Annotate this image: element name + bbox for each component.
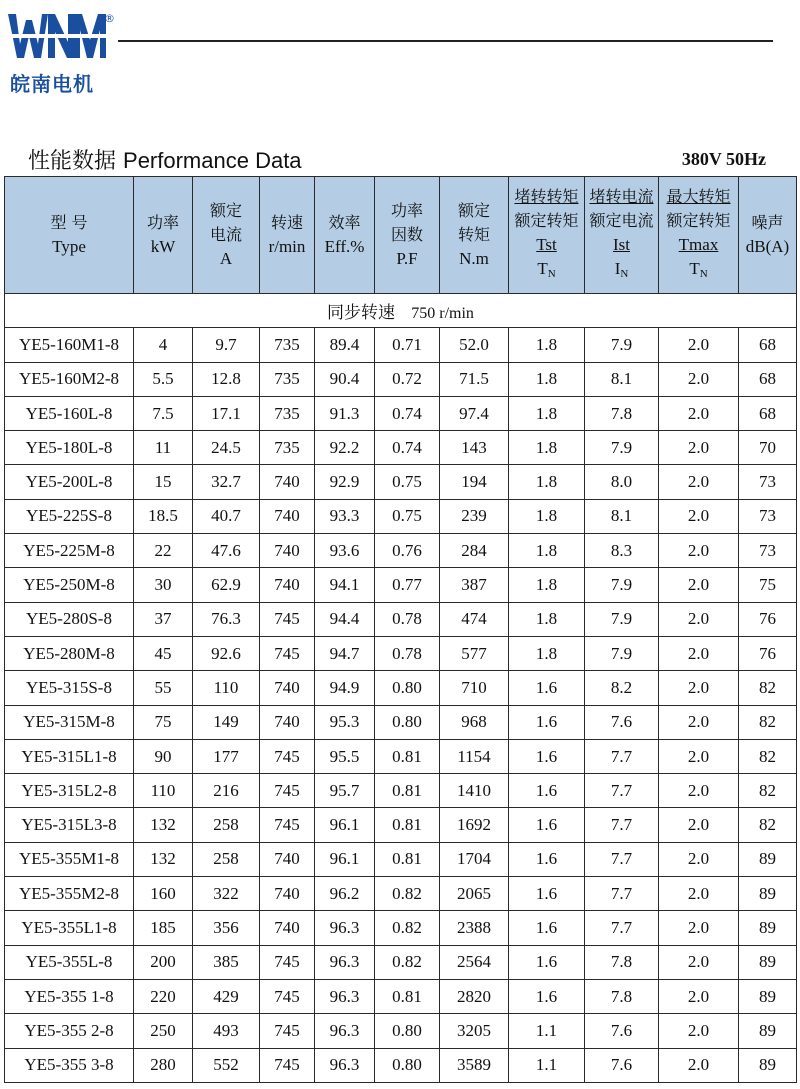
table-row [5, 636, 797, 670]
cell-locked-current-ratio: 7.9 [585, 431, 659, 465]
section-label: 同步转速 750 r/min [5, 294, 797, 328]
table-header-row [5, 177, 797, 294]
cell-current: 12.8 [193, 362, 260, 396]
cell-max-torque-ratio: 2.0 [659, 705, 739, 739]
cell-current: 47.6 [193, 534, 260, 568]
cell-efficiency: 91.3 [315, 396, 375, 430]
cell-type: YE5-315S-8 [5, 671, 134, 705]
cell-speed: 745 [260, 774, 315, 808]
cell-power: 45 [134, 636, 193, 670]
table-row [5, 465, 797, 499]
cell-power-factor: 0.81 [375, 739, 440, 773]
cell-locked-current-ratio: 7.9 [585, 328, 659, 362]
cell-locked-current-ratio: 7.7 [585, 739, 659, 773]
cell-efficiency: 96.3 [315, 911, 375, 945]
cell-max-torque-ratio: 2.0 [659, 1014, 739, 1048]
cell-noise: 82 [739, 671, 797, 705]
cell-type: YE5-160M1-8 [5, 328, 134, 362]
cell-max-torque-ratio: 2.0 [659, 499, 739, 533]
cell-noise: 68 [739, 362, 797, 396]
cell-power: 30 [134, 568, 193, 602]
cell-power-factor: 0.74 [375, 396, 440, 430]
cell-torque: 474 [440, 602, 509, 636]
cell-locked-torque-ratio: 1.8 [509, 465, 585, 499]
cell-efficiency: 95.3 [315, 705, 375, 739]
cell-speed: 740 [260, 911, 315, 945]
cell-locked-current-ratio: 7.6 [585, 1014, 659, 1048]
cell-locked-current-ratio: 7.7 [585, 877, 659, 911]
cell-current: 356 [193, 911, 260, 945]
cell-power-factor: 0.81 [375, 808, 440, 842]
cell-max-torque-ratio: 2.0 [659, 328, 739, 362]
cell-efficiency: 89.4 [315, 328, 375, 362]
cell-current: 32.7 [193, 465, 260, 499]
table-row [5, 671, 797, 705]
cell-type: YE5-225S-8 [5, 499, 134, 533]
cell-type: YE5-315L1-8 [5, 739, 134, 773]
cell-locked-torque-ratio: 1.6 [509, 911, 585, 945]
cell-locked-current-ratio: 7.6 [585, 705, 659, 739]
cell-max-torque-ratio: 2.0 [659, 636, 739, 670]
cell-speed: 735 [260, 362, 315, 396]
cell-speed: 745 [260, 808, 315, 842]
cell-max-torque-ratio: 2.0 [659, 739, 739, 773]
cell-noise: 82 [739, 808, 797, 842]
cell-current: 258 [193, 842, 260, 876]
cell-power: 75 [134, 705, 193, 739]
cell-power: 220 [134, 979, 193, 1013]
cell-speed: 740 [260, 465, 315, 499]
cell-power-factor: 0.80 [375, 671, 440, 705]
cell-power-factor: 0.71 [375, 328, 440, 362]
cell-power: 160 [134, 877, 193, 911]
cell-noise: 73 [739, 465, 797, 499]
table-row [5, 534, 797, 568]
cell-locked-torque-ratio: 1.6 [509, 877, 585, 911]
cell-type: YE5-200L-8 [5, 465, 134, 499]
cell-locked-torque-ratio: 1.8 [509, 431, 585, 465]
cell-torque: 387 [440, 568, 509, 602]
cell-power: 280 [134, 1048, 193, 1082]
cell-locked-torque-ratio: 1.8 [509, 362, 585, 396]
registered-mark: ® [104, 12, 115, 25]
cell-power-factor: 0.75 [375, 499, 440, 533]
table-row [5, 808, 797, 842]
cell-efficiency: 96.3 [315, 1014, 375, 1048]
cell-noise: 76 [739, 602, 797, 636]
cell-locked-torque-ratio: 1.8 [509, 568, 585, 602]
cell-locked-current-ratio: 7.8 [585, 979, 659, 1013]
cell-torque: 97.4 [440, 396, 509, 430]
cell-power-factor: 0.75 [375, 465, 440, 499]
cell-locked-torque-ratio: 1.1 [509, 1048, 585, 1082]
cell-max-torque-ratio: 2.0 [659, 465, 739, 499]
cell-current: 92.6 [193, 636, 260, 670]
cell-noise: 82 [739, 774, 797, 808]
cell-power-factor: 0.77 [375, 568, 440, 602]
cell-efficiency: 94.1 [315, 568, 375, 602]
cell-power: 185 [134, 911, 193, 945]
cell-max-torque-ratio: 2.0 [659, 842, 739, 876]
cell-current: 177 [193, 739, 260, 773]
cell-locked-current-ratio: 8.0 [585, 465, 659, 499]
cell-current: 322 [193, 877, 260, 911]
cell-max-torque-ratio: 2.0 [659, 568, 739, 602]
cell-locked-current-ratio: 8.1 [585, 362, 659, 396]
cell-locked-torque-ratio: 1.6 [509, 842, 585, 876]
cell-noise: 75 [739, 568, 797, 602]
cell-efficiency: 93.6 [315, 534, 375, 568]
cell-efficiency: 92.2 [315, 431, 375, 465]
cell-noise: 89 [739, 1048, 797, 1082]
cell-power-factor: 0.81 [375, 774, 440, 808]
table-row [5, 842, 797, 876]
cell-efficiency: 94.9 [315, 671, 375, 705]
cell-type: YE5-355 3-8 [5, 1048, 134, 1082]
cell-noise: 76 [739, 636, 797, 670]
cell-speed: 740 [260, 705, 315, 739]
table-row [5, 1048, 797, 1082]
cell-type: YE5-355M2-8 [5, 877, 134, 911]
cell-speed: 745 [260, 1048, 315, 1082]
cell-noise: 89 [739, 945, 797, 979]
cell-locked-torque-ratio: 1.6 [509, 808, 585, 842]
cell-current: 9.7 [193, 328, 260, 362]
cell-power-factor: 0.82 [375, 945, 440, 979]
cell-max-torque-ratio: 2.0 [659, 602, 739, 636]
table-row [5, 431, 797, 465]
cell-efficiency: 96.3 [315, 979, 375, 1013]
table-row [5, 877, 797, 911]
cell-type: YE5-160L-8 [5, 396, 134, 430]
cell-locked-current-ratio: 7.9 [585, 636, 659, 670]
col-header-torque: 额定 转矩 N.m [440, 177, 509, 294]
cell-power-factor: 0.81 [375, 842, 440, 876]
cell-current: 76.3 [193, 602, 260, 636]
cell-locked-current-ratio: 7.6 [585, 1048, 659, 1082]
cell-locked-current-ratio: 7.7 [585, 842, 659, 876]
cell-torque: 1154 [440, 739, 509, 773]
cell-power-factor: 0.82 [375, 911, 440, 945]
cell-noise: 73 [739, 534, 797, 568]
voltage-label: 380V 50Hz [681, 149, 766, 169]
cell-locked-torque-ratio: 1.6 [509, 739, 585, 773]
table-row [5, 911, 797, 945]
cell-locked-current-ratio: 7.9 [585, 602, 659, 636]
cell-efficiency: 96.1 [315, 842, 375, 876]
cell-efficiency: 92.9 [315, 465, 375, 499]
cell-torque: 3589 [440, 1048, 509, 1082]
cell-noise: 73 [739, 499, 797, 533]
cell-speed: 745 [260, 739, 315, 773]
cell-current: 149 [193, 705, 260, 739]
cell-type: YE5-280S-8 [5, 602, 134, 636]
table-row [5, 705, 797, 739]
cell-torque: 2065 [440, 877, 509, 911]
col-header-power: 功率 kW [134, 177, 193, 294]
title-cn: 性能数据 [28, 149, 117, 174]
cell-efficiency: 95.7 [315, 774, 375, 808]
table-row [5, 396, 797, 430]
cell-type: YE5-355L1-8 [5, 911, 134, 945]
cell-locked-current-ratio: 8.2 [585, 671, 659, 705]
cell-efficiency: 96.3 [315, 1048, 375, 1082]
cell-current: 493 [193, 1014, 260, 1048]
cell-locked-torque-ratio: 1.6 [509, 945, 585, 979]
table-row [5, 739, 797, 773]
cell-power-factor: 0.80 [375, 1048, 440, 1082]
cell-noise: 89 [739, 911, 797, 945]
cell-power: 90 [134, 739, 193, 773]
cell-locked-torque-ratio: 1.8 [509, 328, 585, 362]
cell-locked-torque-ratio: 1.6 [509, 671, 585, 705]
col-header-max-torque-ratio: 最大转矩 额定转矩 Tmax $T_N$ [659, 177, 739, 294]
cell-current: 216 [193, 774, 260, 808]
cell-power: 110 [134, 774, 193, 808]
col-header-locked-current-ratio: 堵转电流 额定电流 Ist $I_N$ [585, 177, 659, 294]
cell-efficiency: 93.3 [315, 499, 375, 533]
cell-power-factor: 0.78 [375, 602, 440, 636]
cell-power-factor: 0.74 [375, 431, 440, 465]
cell-noise: 89 [739, 877, 797, 911]
cell-efficiency: 94.7 [315, 636, 375, 670]
col-header-noise: 噪声 dB(A) [739, 177, 797, 294]
cell-speed: 740 [260, 877, 315, 911]
cell-max-torque-ratio: 2.0 [659, 1048, 739, 1082]
cell-type: YE5-250M-8 [5, 568, 134, 602]
cell-current: 62.9 [193, 568, 260, 602]
cell-power: 37 [134, 602, 193, 636]
cell-max-torque-ratio: 2.0 [659, 808, 739, 842]
cell-locked-current-ratio: 7.8 [585, 945, 659, 979]
table-row [5, 362, 797, 396]
cell-speed: 740 [260, 534, 315, 568]
section-row-sync-speed [5, 294, 797, 328]
cell-torque: 194 [440, 465, 509, 499]
cell-efficiency: 96.1 [315, 808, 375, 842]
cell-power: 250 [134, 1014, 193, 1048]
cell-locked-current-ratio: 7.9 [585, 568, 659, 602]
cell-max-torque-ratio: 2.0 [659, 431, 739, 465]
cell-max-torque-ratio: 2.0 [659, 945, 739, 979]
cell-max-torque-ratio: 2.0 [659, 979, 739, 1013]
cell-efficiency: 96.2 [315, 877, 375, 911]
performance-table [4, 176, 797, 1083]
cell-current: 552 [193, 1048, 260, 1082]
cell-speed: 740 [260, 568, 315, 602]
cell-power: 4 [134, 328, 193, 362]
cell-noise: 82 [739, 739, 797, 773]
cell-power-factor: 0.72 [375, 362, 440, 396]
header-rule [118, 40, 773, 42]
table-row [5, 979, 797, 1013]
cell-torque: 2388 [440, 911, 509, 945]
cell-locked-current-ratio: 7.7 [585, 911, 659, 945]
cell-locked-current-ratio: 7.7 [585, 808, 659, 842]
cell-efficiency: 90.4 [315, 362, 375, 396]
cell-max-torque-ratio: 2.0 [659, 396, 739, 430]
cell-max-torque-ratio: 2.0 [659, 671, 739, 705]
table-row [5, 328, 797, 362]
cell-speed: 735 [260, 328, 315, 362]
cell-current: 429 [193, 979, 260, 1013]
cell-noise: 89 [739, 1014, 797, 1048]
cell-efficiency: 96.3 [315, 945, 375, 979]
table-row [5, 499, 797, 533]
cell-torque: 2820 [440, 979, 509, 1013]
cell-max-torque-ratio: 2.0 [659, 774, 739, 808]
cell-torque: 1704 [440, 842, 509, 876]
cell-locked-torque-ratio: 1.8 [509, 636, 585, 670]
cell-torque: 968 [440, 705, 509, 739]
cell-locked-torque-ratio: 1.6 [509, 979, 585, 1013]
cell-locked-current-ratio: 7.8 [585, 396, 659, 430]
cell-locked-torque-ratio: 1.8 [509, 534, 585, 568]
cell-power-factor: 0.76 [375, 534, 440, 568]
cell-power: 200 [134, 945, 193, 979]
cell-torque: 239 [440, 499, 509, 533]
cell-type: YE5-355L-8 [5, 945, 134, 979]
cell-max-torque-ratio: 2.0 [659, 911, 739, 945]
cell-noise: 82 [739, 705, 797, 739]
cell-type: YE5-225M-8 [5, 534, 134, 568]
cell-type: YE5-355 2-8 [5, 1014, 134, 1048]
brand-name: 皖南电机 [10, 72, 94, 96]
cell-max-torque-ratio: 2.0 [659, 534, 739, 568]
cell-speed: 745 [260, 1014, 315, 1048]
page-header [0, 0, 800, 100]
cell-noise: 68 [739, 396, 797, 430]
cell-power-factor: 0.78 [375, 636, 440, 670]
cell-torque: 577 [440, 636, 509, 670]
cell-noise: 89 [739, 842, 797, 876]
cell-type: YE5-355 1-8 [5, 979, 134, 1013]
cell-power: 132 [134, 842, 193, 876]
cell-speed: 740 [260, 499, 315, 533]
cell-power-factor: 0.81 [375, 979, 440, 1013]
cell-locked-current-ratio: 8.1 [585, 499, 659, 533]
cell-locked-torque-ratio: 1.1 [509, 1014, 585, 1048]
cell-locked-torque-ratio: 1.6 [509, 705, 585, 739]
cell-power: 11 [134, 431, 193, 465]
cell-type: YE5-355M1-8 [5, 842, 134, 876]
cell-current: 24.5 [193, 431, 260, 465]
cell-torque: 2564 [440, 945, 509, 979]
cell-torque: 143 [440, 431, 509, 465]
col-header-power-factor: 功率 因数 P.F [375, 177, 440, 294]
cell-locked-torque-ratio: 1.8 [509, 396, 585, 430]
cell-speed: 735 [260, 431, 315, 465]
col-header-current: 额定 电流 A [193, 177, 260, 294]
cell-type: YE5-280M-8 [5, 636, 134, 670]
table-row [5, 774, 797, 808]
col-header-locked-torque-ratio: 堵转转矩 额定转矩 Tst $T_N$ [509, 177, 585, 294]
cell-locked-torque-ratio: 1.6 [509, 774, 585, 808]
table-row [5, 1014, 797, 1048]
cell-power-factor: 0.80 [375, 705, 440, 739]
cell-speed: 745 [260, 602, 315, 636]
cell-power: 22 [134, 534, 193, 568]
cell-type: YE5-315M-8 [5, 705, 134, 739]
cell-type: YE5-160M2-8 [5, 362, 134, 396]
cell-power-factor: 0.80 [375, 1014, 440, 1048]
cell-locked-torque-ratio: 1.8 [509, 499, 585, 533]
cell-type: YE5-315L2-8 [5, 774, 134, 808]
cell-power-factor: 0.82 [375, 877, 440, 911]
cell-current: 40.7 [193, 499, 260, 533]
cell-type: YE5-315L3-8 [5, 808, 134, 842]
cell-efficiency: 94.4 [315, 602, 375, 636]
cell-torque: 52.0 [440, 328, 509, 362]
cell-power: 55 [134, 671, 193, 705]
table-row [5, 945, 797, 979]
cell-torque: 71.5 [440, 362, 509, 396]
cell-noise: 89 [739, 979, 797, 1013]
cell-speed: 740 [260, 842, 315, 876]
table-row [5, 568, 797, 602]
cell-speed: 745 [260, 636, 315, 670]
title-en: Performance Data [123, 148, 302, 173]
col-header-efficiency: 效率 Eff.% [315, 177, 375, 294]
cell-torque: 710 [440, 671, 509, 705]
cell-current: 17.1 [193, 396, 260, 430]
cell-noise: 70 [739, 431, 797, 465]
cell-torque: 3205 [440, 1014, 509, 1048]
cell-max-torque-ratio: 2.0 [659, 877, 739, 911]
cell-speed: 735 [260, 396, 315, 430]
cell-power: 18.5 [134, 499, 193, 533]
wnm-logo [8, 10, 108, 62]
cell-type: YE5-180L-8 [5, 431, 134, 465]
cell-power: 15 [134, 465, 193, 499]
cell-speed: 740 [260, 671, 315, 705]
cell-locked-current-ratio: 7.7 [585, 774, 659, 808]
cell-current: 258 [193, 808, 260, 842]
cell-power: 7.5 [134, 396, 193, 430]
cell-noise: 68 [739, 328, 797, 362]
cell-max-torque-ratio: 2.0 [659, 362, 739, 396]
cell-locked-current-ratio: 8.3 [585, 534, 659, 568]
cell-speed: 745 [260, 979, 315, 1013]
col-header-type: 型 号 Type [5, 177, 134, 294]
cell-torque: 1410 [440, 774, 509, 808]
cell-speed: 745 [260, 945, 315, 979]
cell-torque: 284 [440, 534, 509, 568]
cell-power: 132 [134, 808, 193, 842]
cell-current: 110 [193, 671, 260, 705]
cell-power: 5.5 [134, 362, 193, 396]
cell-locked-torque-ratio: 1.8 [509, 602, 585, 636]
cell-current: 385 [193, 945, 260, 979]
col-header-speed: 转速 r/min [260, 177, 315, 294]
cell-torque: 1692 [440, 808, 509, 842]
table-row [5, 602, 797, 636]
cell-efficiency: 95.5 [315, 739, 375, 773]
page-title [28, 144, 302, 175]
